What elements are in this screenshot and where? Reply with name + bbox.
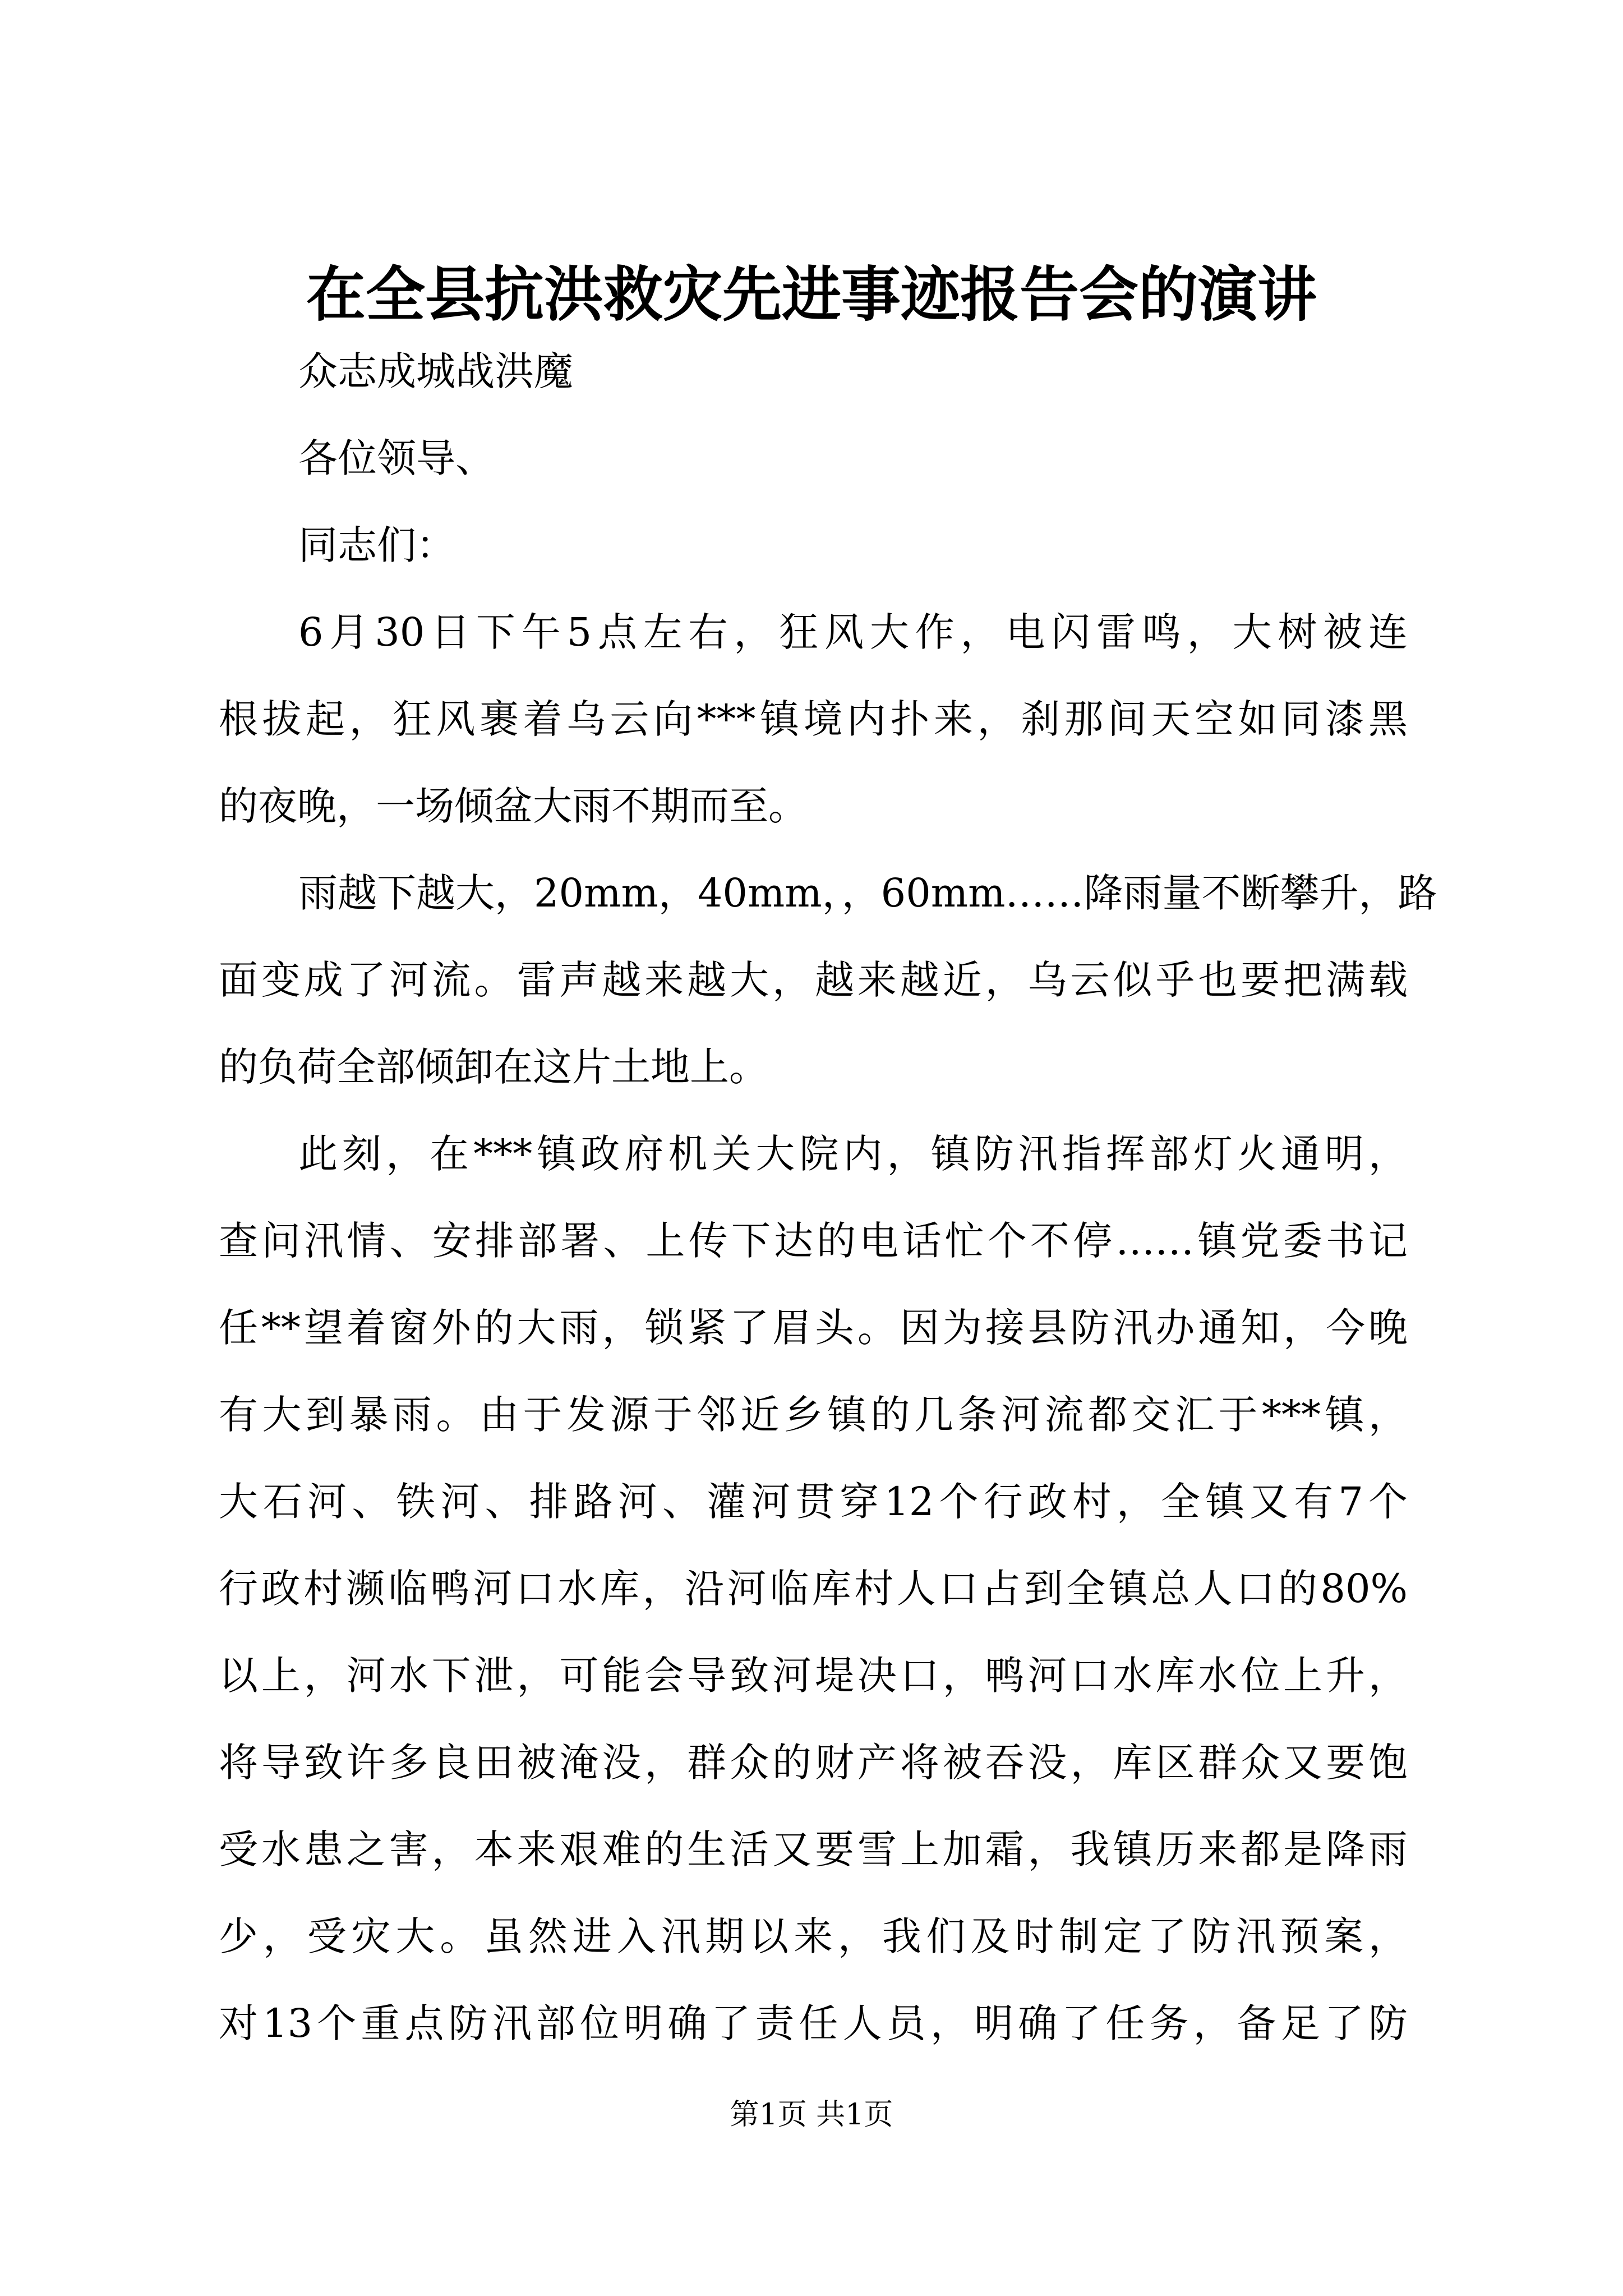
body-line: 查问汛情、安排部署、上传下达的电话忙个不停……镇党委书记 <box>219 1218 1408 1264</box>
body-line: 对13个重点防汛部位明确了责任人员，明确了任务，备足了防 <box>219 2000 1408 2046</box>
body-line: 众志成城战洪魔 <box>298 348 573 394</box>
body-line: 此刻，在***镇政府机关大院内，镇防汛指挥部灯火通明， <box>298 1131 1408 1177</box>
body-line: 各位领导、 <box>298 435 495 481</box>
body-line: 的负荷全部倾卸在这片土地上。 <box>219 1044 768 1090</box>
body-line: 将导致许多良田被淹没，群众的财产将被吞没，库区群众又要饱 <box>219 1740 1408 1786</box>
page-footer: 第1页 共1页 <box>730 2098 893 2132</box>
body-line: 以上，河水下泄，可能会导致河堤决口，鸭河口水库水位上升， <box>219 1653 1408 1699</box>
body-line: 根拔起，狂风裹着乌云向***镇境内扑来，刹那间天空如同漆黑 <box>219 696 1408 742</box>
body-line: 任**望着窗外的大雨，锁紧了眉头。因为接县防汛办通知，今晚 <box>219 1305 1408 1351</box>
document-title: 在全县抗洪救灾先进事迹报告会的演讲 <box>306 259 1317 329</box>
body-line: 同志们： <box>298 522 455 568</box>
body-line: 行政村濒临鸭河口水库，沿河临库村人口占到全镇总人口的80% <box>219 1566 1408 1612</box>
body-line: 少，受灾大。虽然进入汛期以来，我们及时制定了防汛预案， <box>219 1913 1408 1959</box>
body-line: 大石河、铁河、排路河、灌河贯穿12个行政村，全镇又有7个 <box>219 1479 1408 1525</box>
body-line: 的夜晚，一场倾盆大雨不期而至。 <box>219 783 808 829</box>
body-line: 雨越下越大，20mm，40mm，，60mm……降雨量不断攀升，路 <box>298 870 1437 916</box>
body-line: 有大到暴雨。由于发源于邻近乡镇的几条河流都交汇于***镇， <box>219 1392 1408 1438</box>
body-line: 面变成了河流。雷声越来越大，越来越近，乌云似乎也要把满载 <box>219 957 1408 1003</box>
body-line: 受水患之害，本来艰难的生活又要雪上加霜，我镇历来都是降雨 <box>219 1826 1408 1872</box>
body-line: 6月30日下午5点左右，狂风大作，电闪雷鸣，大树被连 <box>298 609 1408 655</box>
